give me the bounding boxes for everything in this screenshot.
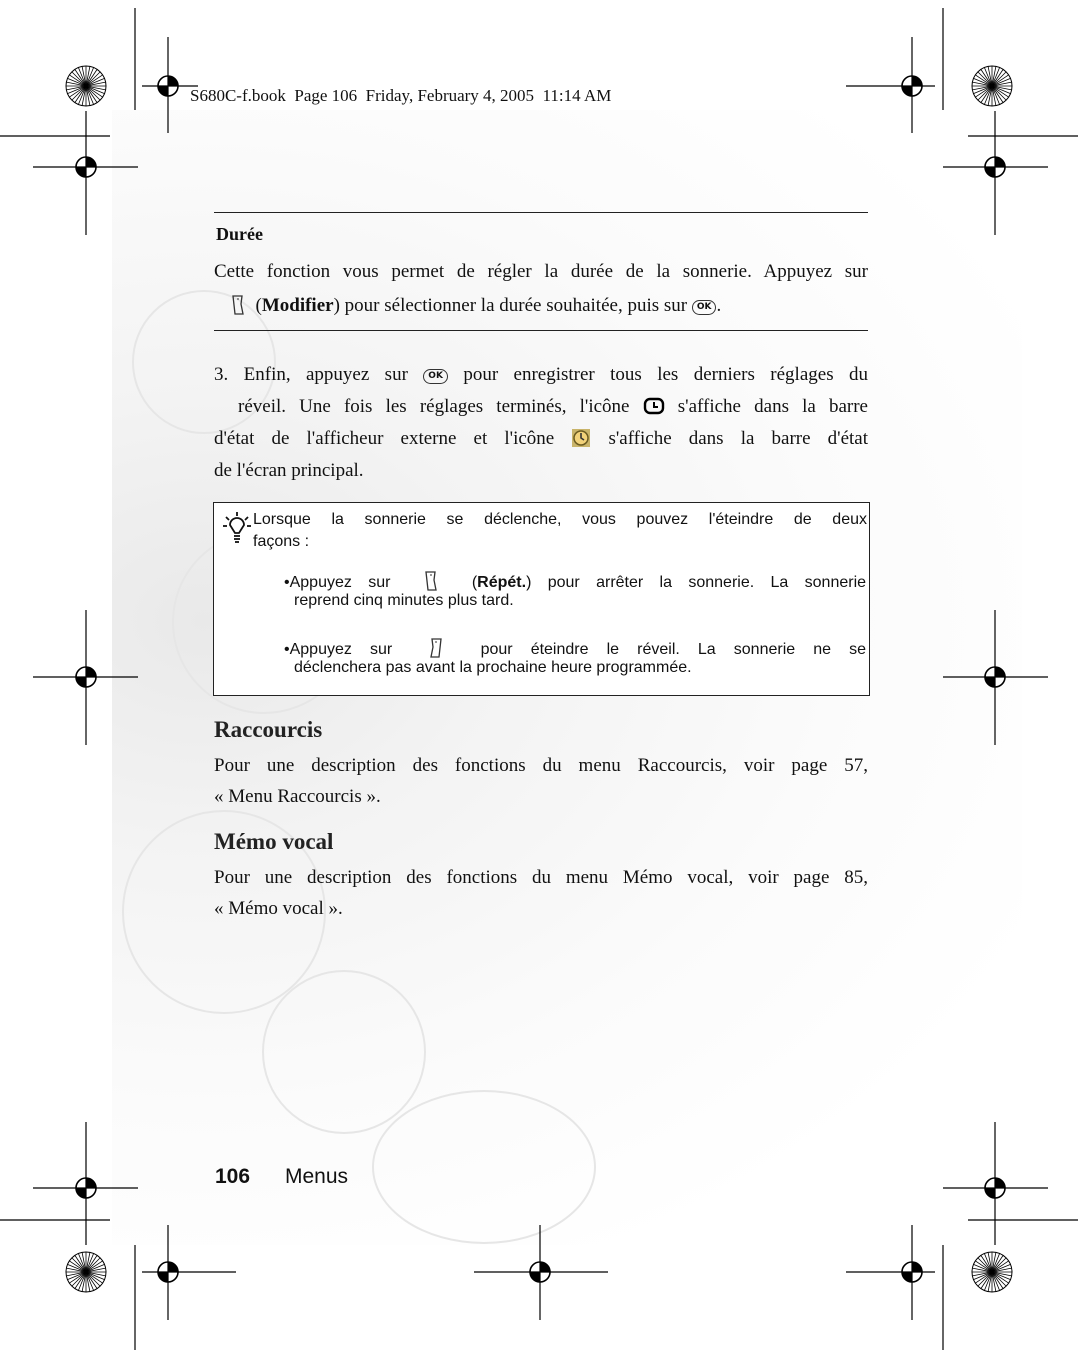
top-rule bbox=[214, 212, 868, 213]
right-softkey-icon bbox=[428, 637, 444, 659]
duree-line-2: (Modifier) pour sélectionner la durée souhaitée, puis sur OK . bbox=[230, 290, 721, 321]
tip-bullet-2-line-2: déclenchera pas avant la prochaine heure programmée. bbox=[294, 659, 692, 676]
tip-box bbox=[213, 502, 870, 696]
duree-text-1: Cette fonction vous permet de régler la durée de la sonnerie. Appuyez sur bbox=[214, 261, 868, 282]
step3-line-3: d'état de l'afficheur externe et l'icône s'affiche dans la barre d'état bbox=[214, 428, 868, 449]
step3-line-1: 3. Enfin, appuyez sur OK pour enregistrer tous les derniers réglages du bbox=[214, 364, 868, 385]
raccourcis-line-1: Pour une description des fonctions du menu Raccourcis, voir page 57, bbox=[214, 755, 868, 776]
main-alarm-icon bbox=[571, 428, 591, 448]
raccourcis-heading: Raccourcis bbox=[214, 717, 323, 742]
lightbulb-tip-icon bbox=[222, 511, 252, 543]
tip-bullet-1: •Appuyez sur (Répét.) pour arrêter la sonnerie. La sonnerie bbox=[284, 570, 866, 592]
step3-line-2: réveil. Une fois les réglages terminés, l'icône s'affiche dans la barre bbox=[238, 396, 868, 417]
tip-bullet-1-line-2: reprend cinq minutes plus tard. bbox=[294, 592, 514, 609]
section-name: Menus bbox=[285, 1165, 349, 1188]
step3-line-4: de l'écran principal. bbox=[214, 460, 364, 481]
raccourcis-line-2: « Menu Raccourcis ». bbox=[214, 786, 381, 807]
print-header: S680C-f.book Page 106 Friday, February 4, 2005 11:14 AM bbox=[190, 86, 612, 105]
bottom-rule bbox=[214, 330, 868, 331]
tip-bullet-2: •Appuyez sur pour éteindre le réveil. La sonnerie ne se bbox=[284, 637, 866, 659]
memo-line-2: « Mémo vocal ». bbox=[214, 898, 343, 919]
modifier-label: Modifier bbox=[261, 295, 334, 316]
tip-line-2: façons : bbox=[253, 533, 310, 550]
duree-line-1 bbox=[214, 256, 868, 287]
memo-line-1: Pour une description des fonctions du menu Mémo vocal, voir page 85, bbox=[214, 867, 868, 888]
bullet: • bbox=[284, 641, 290, 658]
external-alarm-icon bbox=[643, 397, 665, 415]
page-number: 106 bbox=[215, 1165, 251, 1188]
left-softkey-icon bbox=[230, 294, 246, 316]
bullet: • bbox=[284, 574, 290, 591]
ok-key-icon: OK bbox=[692, 300, 717, 315]
repet-label: Répét. bbox=[477, 574, 527, 591]
left-softkey-icon bbox=[423, 570, 439, 592]
memo-vocal-heading: Mémo vocal bbox=[214, 829, 334, 854]
duree-title: Durée bbox=[216, 224, 263, 244]
tip-line-1: Lorsque la sonnerie se déclenche, vous pouvez l'éteindre de deux bbox=[253, 511, 867, 528]
ok-key-icon: OK bbox=[423, 369, 448, 384]
